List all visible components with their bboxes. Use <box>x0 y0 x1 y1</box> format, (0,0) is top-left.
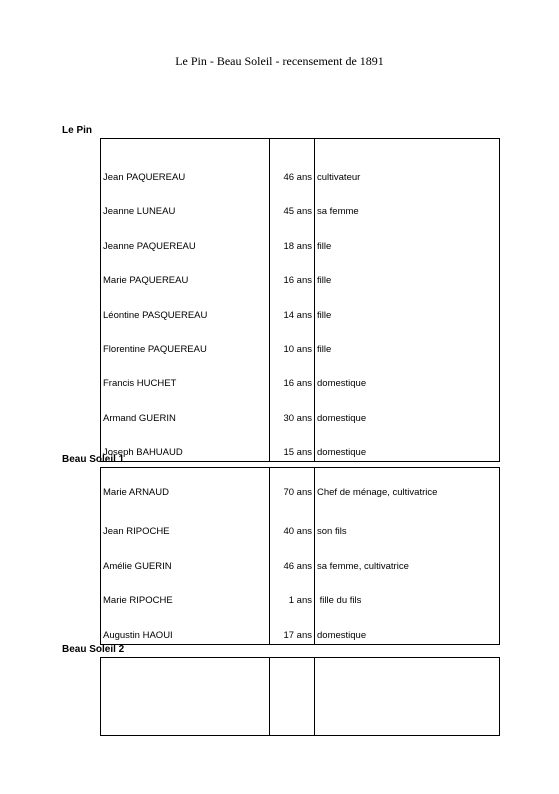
person-name: Jeanne LUNEAU <box>101 186 270 220</box>
person-role: sa femme <box>315 186 500 220</box>
person-role: domestique <box>315 392 500 426</box>
person-age: 16 ans <box>270 255 315 289</box>
section-title-le-pin: Le Pin <box>62 125 93 136</box>
table-row <box>101 220 500 254</box>
person-age: 10 ans <box>270 324 315 358</box>
section-title-beau-soleil-1: Beau Soleil 1 <box>62 454 125 465</box>
person-age: 1 ans <box>270 575 315 609</box>
table-row <box>101 186 500 220</box>
person-age-empty <box>270 658 315 736</box>
person-role: domestique <box>315 358 500 392</box>
person-role: domestique <box>315 427 500 462</box>
table-row-empty <box>101 658 500 736</box>
person-age: 70 ans <box>270 468 315 507</box>
person-name: Marie RIPOCHE <box>101 575 270 609</box>
table-row <box>101 540 500 574</box>
table-row <box>101 427 500 462</box>
person-name: Marie PAQUEREAU <box>101 255 270 289</box>
census-table-beau-soleil-1 <box>100 467 500 645</box>
table-row <box>101 255 500 289</box>
person-role: cultivateur <box>315 139 500 187</box>
table-row <box>101 392 500 426</box>
table-row <box>101 468 500 507</box>
person-role: Chef de ménage, cultivatrice <box>315 468 500 507</box>
person-age: 30 ans <box>270 392 315 426</box>
person-role: fille <box>315 289 500 323</box>
census-table-beau-soleil-2 <box>100 657 500 736</box>
person-role: fille du fils <box>315 575 500 609</box>
section-title-beau-soleil-2: Beau Soleil 2 <box>62 644 125 655</box>
person-name: Augustin HAOUI <box>101 609 270 644</box>
person-role: son fils <box>315 506 500 540</box>
person-age: 18 ans <box>270 220 315 254</box>
person-role: fille <box>315 324 500 358</box>
table-row <box>101 575 500 609</box>
person-name-empty <box>101 658 270 736</box>
person-age: 45 ans <box>270 186 315 220</box>
person-age: 46 ans <box>270 540 315 574</box>
person-age: 15 ans <box>270 427 315 462</box>
person-role: fille <box>315 255 500 289</box>
person-name: Jean PAQUEREAU <box>101 139 270 187</box>
table-row <box>101 506 500 540</box>
table-row <box>101 289 500 323</box>
person-role: domestique <box>315 609 500 644</box>
person-age: 17 ans <box>270 609 315 644</box>
person-name: Amélie GUERIN <box>101 540 270 574</box>
person-name: Joseph BAHUAUD <box>101 427 270 462</box>
table-body <box>101 658 500 736</box>
person-name: Armand GUERIN <box>101 392 270 426</box>
person-name: Jeanne PAQUEREAU <box>101 220 270 254</box>
person-name: Francis HUCHET <box>101 358 270 392</box>
person-role: sa femme, cultivatrice <box>315 540 500 574</box>
page-title: Le Pin - Beau Soleil - recensement de 1891 <box>175 54 384 68</box>
person-name: Florentine PAQUEREAU <box>101 324 270 358</box>
person-age: 40 ans <box>270 506 315 540</box>
person-role: fille <box>315 220 500 254</box>
person-name: Jean RIPOCHE <box>101 506 270 540</box>
table-row <box>101 609 500 644</box>
table-body <box>101 468 500 645</box>
table-row <box>101 139 500 187</box>
table-row <box>101 358 500 392</box>
person-name: Marie ARNAUD <box>101 468 270 507</box>
person-age: 14 ans <box>270 289 315 323</box>
person-age: 46 ans <box>270 139 315 187</box>
person-role-empty <box>315 658 500 736</box>
person-age: 16 ans <box>270 358 315 392</box>
table-body <box>101 139 500 462</box>
census-table-le-pin <box>100 138 500 462</box>
person-name: Léontine PASQUEREAU <box>101 289 270 323</box>
table-row <box>101 324 500 358</box>
